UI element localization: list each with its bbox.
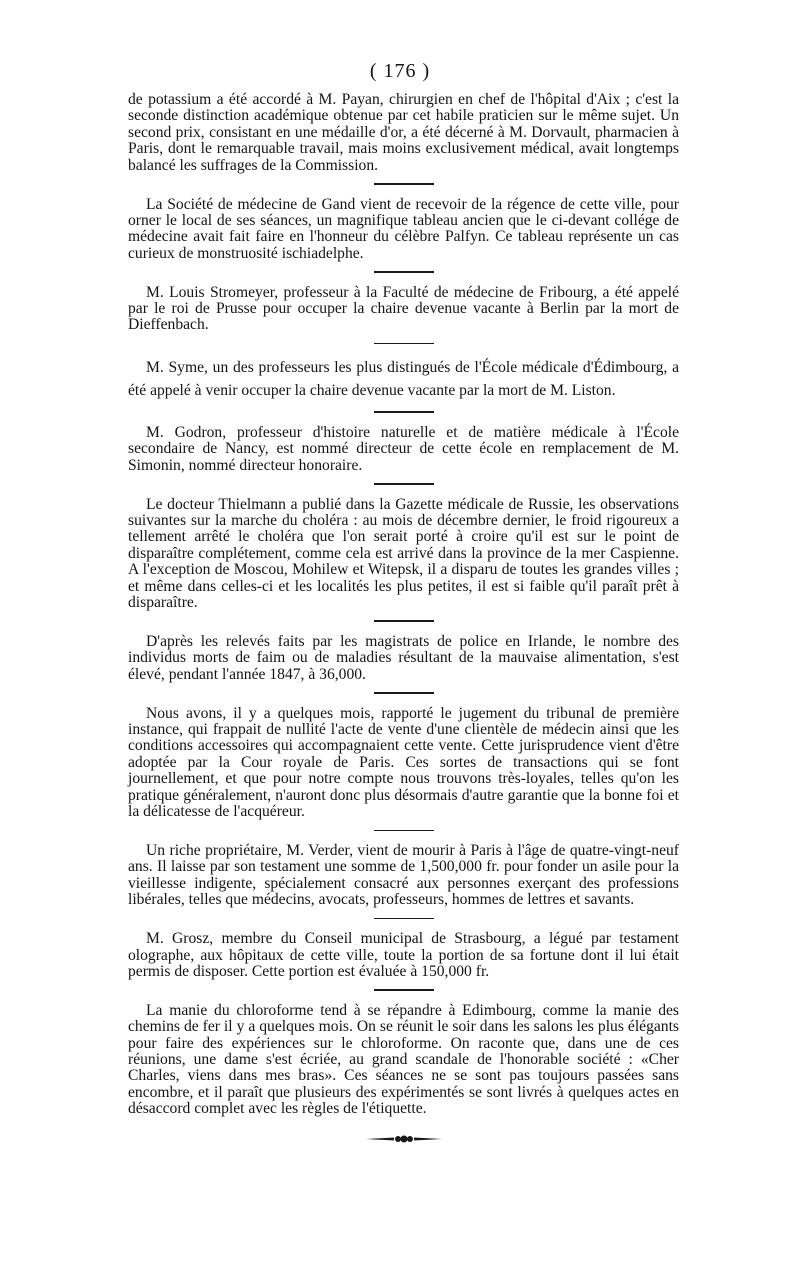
article-body [128, 92, 679, 1146]
paragraph-godron: M. Godron, professeur d'histoire naturelle et de matière médicale à l'École secondaire de Nancy, est nommé directeur de cette école en remplacement de M. Simonin, nommé directeur honoraire. [128, 423, 679, 474]
separator-rule [374, 989, 434, 991]
paragraph-stromeyer: M. Louis Stromeyer, professeur à la Faculté de médecine de Fribourg, a été appelé par le roi de Prusse pour occuper la chaire devenue vacante à Berlin par la mort de Dieffenbach. [128, 283, 679, 334]
separator-rule [374, 692, 434, 694]
paragraph-verder: Un riche propriétaire, M. Verder, vient de mourir à Paris à l'âge de quatre-vingt-neuf ans. Il laisse par son testament une somme de 1,500,000 fr. pour fonder un asile pour la vieillesse indigente, spécialement consacré aux personnes exerçant des professions libérales, telles que médecins, avocats, professeurs, hommes de lettres et savants. [128, 842, 679, 909]
separator-rule [374, 620, 434, 622]
paragraph-gand: La Société de médecine de Gand vient de recevoir de la régence de cette ville, pour orner le local de ses séances, un magnifique tableau ancien que le ci-devant collége de médecine avait fait faire en l'honneur du célèbre Palfyn. Ce tableau représente un cas curieux de monstruosité ischiadelphe. [128, 195, 679, 262]
paragraph-clientele: Nous avons, il y a quelques mois, rapporté le jugement du tribunal de première instance, qui frappait de nullité l'acte de vente d'une clientèle de médecin ainsi que les conditions accessoires qui accompagnaient cette vente. Cette jurisprudence vient d'être adoptée par la Cour royale de Paris. Ces sortes de transactions qui se font journellement, et que pour notre compte nous trouvons très-loyales, telles qu'on les pratique généralement, n'auront donc plus désormais d'autre garantie que la bonne foi et la délicatesse de l'acquéreur. [128, 704, 679, 821]
separator-rule [374, 343, 434, 345]
paragraph-irlande: D'après les relevés faits par les magistrats de police en Irlande, le nombre des individus morts de faim ou de maladies résultant de la mauvaise alimentation, s'est élevé, pendant l'année 1847, à 36,000. [128, 632, 679, 683]
page-number: ( 176 ) [369, 60, 431, 82]
separator-rule [374, 483, 434, 485]
paragraph-payan: de potassium a été accordé à M. Payan, chirurgien en chef de l'hôpital d'Aix ; c'est la seconde distinction académique obtenue par cet habile praticien sur le même sujet. Un second prix, consistant en une médaille d'or, a été décerné à M. Dorvault, pharmacien à Paris, dont le remarquable travail, mais moins exclusivement médical, avait longtemps balancé les suffrages de la Commission. [128, 91, 679, 174]
paragraph-thielmann: Le docteur Thielmann a publié dans la Gazette médicale de Russie, les observations suivantes sur la marche du choléra : au mois de décembre dernier, le froid rigoureux a tellement arrêté le choléra que l'on serait porté à croire qu'il est sur le point de disparaître complétement, comme cela est arrivé dans la province de la mer Caspienne. A l'exception de Moscou, Mohilew et Witepsk, il a disparu de toutes les grandes villes ; et même dans celles-ci et les localités les plus petites, il est si faible qu'il paraît prêt à disparaître. [128, 495, 679, 612]
paragraph-grosz: M. Grosz, membre du Conseil municipal de Strasbourg, a légué par testament olographe, aux hôpitaux de cette ville, toute la portion de sa fortune dont il lui était permis de disposer. Cette portion est évaluée à 150,000 fr. [128, 930, 679, 980]
paragraph-chloroforme: La manie du chloroforme tend à se répandre à Edimbourg, comme la manie des chemins de fer il y a quelques mois. On se réunit le soir dans les salons les plus élégants pour faire des expériences sur le chloroforme. On raconte que, dans une de ces réunions, une dame s'est écriée, au grand scandale de l'honorable société : «Cher Charles, viens dans mes bras». Ces séances ne se sont pas toujours passées sans encombre, et il paraît que plusieurs des expérimentés se sont livrés à quelques actes en désaccord complet avec les règles de l'étiquette. [128, 1001, 679, 1118]
paragraph-syme: M. Syme, un des professeurs les plus distingués de l'École médicale d'Édimbourg, a été appelé à venir occuper la chaire devenue vacante par la mort de M. Liston. [128, 359, 679, 400]
end-ornament-icon [364, 1132, 444, 1146]
separator-rule [374, 411, 434, 413]
separator-rule [374, 271, 434, 273]
separator-rule [374, 918, 434, 920]
separator-rule [374, 183, 434, 185]
separator-rule [374, 830, 434, 832]
